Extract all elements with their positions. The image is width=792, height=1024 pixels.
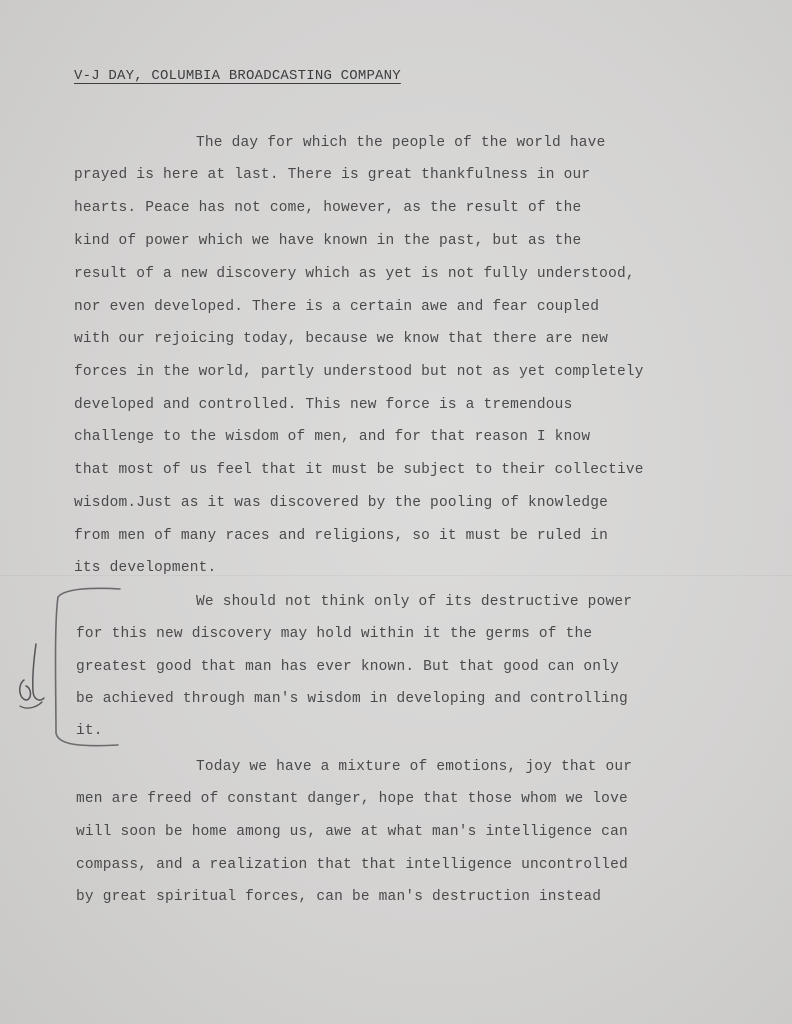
text-line: result of a new discovery which as yet is not fully understood, — [74, 266, 635, 282]
text-line: kind of power which we have known in the past, but as the — [74, 233, 582, 249]
text-line: it. — [76, 723, 103, 739]
text-line: be achieved through man's wisdom in developing and controlling — [76, 691, 628, 707]
text-line: The day for which the people of the world have — [196, 135, 606, 151]
document-title: V-J DAY, COLUMBIA BROADCASTING COMPANY — [74, 68, 401, 84]
text-line: hearts. Peace has not come, however, as the result of the — [74, 200, 582, 216]
text-line: Today we have a mixture of emotions, joy that our — [196, 759, 633, 775]
text-line: men are freed of constant danger, hope that those whom we love — [76, 791, 628, 807]
text-line: We should not think only of its destructive power — [196, 594, 633, 610]
text-line: with our rejoicing today, because we know that there are new — [74, 331, 609, 347]
text-line: that most of us feel that it must be subject to their collective — [74, 462, 644, 478]
text-line: compass, and a realization that that intelligence uncontrolled — [76, 857, 628, 873]
text-line: nor even developed. There is a certain awe and fear coupled — [74, 299, 600, 315]
text-line: forces in the world, partly understood but not as yet completely — [74, 364, 644, 380]
text-line: prayed is here at last. There is great thankfulness in our — [74, 167, 591, 183]
text-line: from men of many races and religions, so it must be ruled in — [74, 528, 609, 544]
text-line: greatest good that man has ever known. But that good can only — [76, 659, 619, 675]
text-line: developed and controlled. This new force is a tremendous — [74, 397, 573, 413]
text-line: wisdom.Just as it was discovered by the pooling of knowledge — [74, 495, 609, 511]
text-line: by great spiritual forces, can be man's destruction instead — [76, 889, 602, 905]
handwritten-initials-mark — [14, 640, 48, 718]
text-line: challenge to the wisdom of men, and for that reason I know — [74, 429, 591, 445]
margin-bracket-mark — [50, 585, 122, 750]
text-line: will soon be home among us, awe at what man's intelligence can — [76, 824, 628, 840]
text-line: for this new discovery may hold within it the germs of the — [76, 626, 593, 642]
text-line: its development. — [74, 560, 217, 576]
